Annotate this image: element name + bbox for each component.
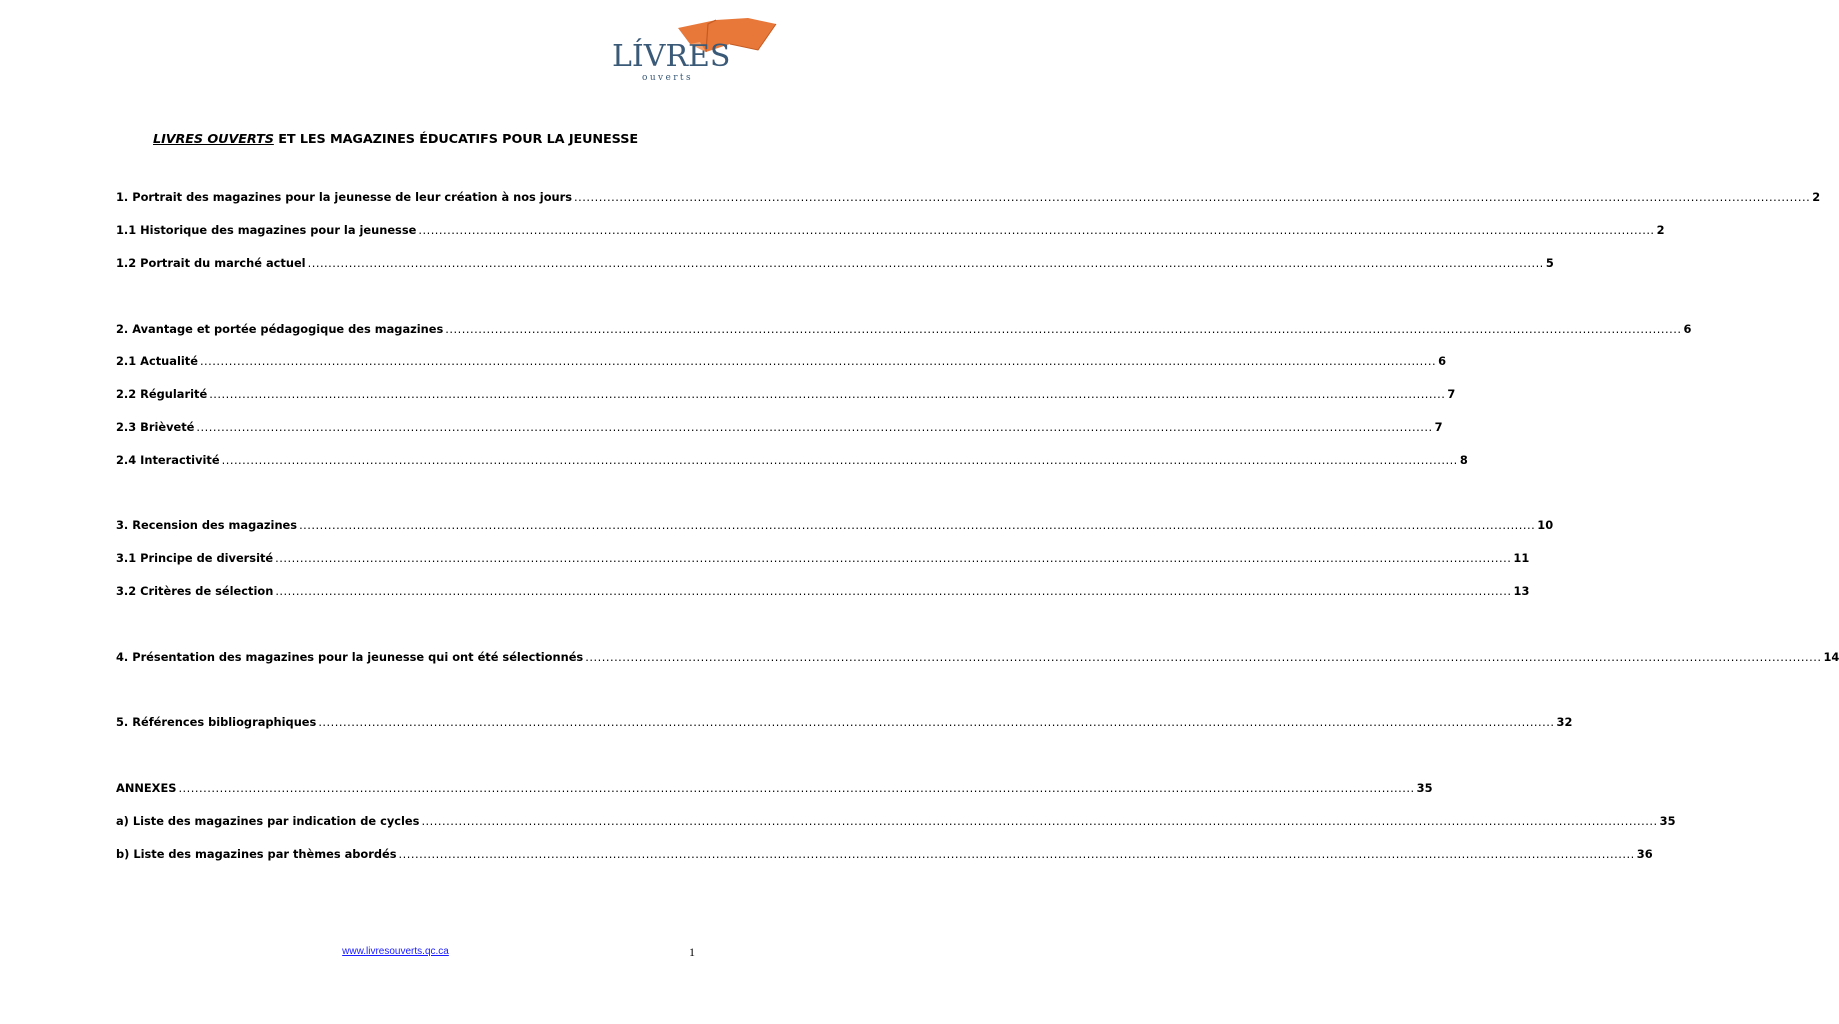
toc-leader-dots: ............................................................................................................................................................................................................................................................................................................ bbox=[221, 453, 1458, 467]
toc-entry[interactable] bbox=[116, 453, 1468, 467]
toc-entry-page: 13 bbox=[1513, 584, 1530, 598]
page-number: 1 bbox=[689, 945, 695, 959]
toc-entry-label: 2.2 Régularité bbox=[116, 387, 208, 401]
toc-entry-label: 2.4 Interactivité bbox=[116, 453, 220, 467]
toc-entry-label: 3.2 Critères de sélection bbox=[116, 584, 274, 598]
toc-entry-label: 1.1 Historique des magazines pour la jeunesse bbox=[116, 223, 417, 237]
toc-entry-label: b) Liste des magazines par thèmes abordés bbox=[116, 847, 397, 861]
toc-leader-dots: ............................................................................................................................................................................................................................................................................................................ bbox=[585, 650, 1822, 664]
title-rest: ET LES MAGAZINES ÉDUCATIFS POUR LA JEUNESSE bbox=[273, 132, 638, 147]
toc-entry-page: 35 bbox=[1416, 781, 1433, 795]
toc-entry-page: 35 bbox=[1659, 814, 1676, 828]
toc-leader-dots: ............................................................................................................................................................................................................................................................................................................ bbox=[196, 420, 1433, 434]
toc-entry-page: 2 bbox=[1656, 223, 1665, 237]
toc-leader-dots: ............................................................................................................................................................................................................................................................................................................ bbox=[299, 518, 1536, 532]
toc-entry-label: a) Liste des magazines par indication de cycles bbox=[116, 814, 420, 828]
toc-entry-page: 11 bbox=[1513, 551, 1530, 565]
toc-entry[interactable] bbox=[116, 387, 1456, 401]
toc-entry[interactable] bbox=[116, 256, 1554, 270]
toc-leader-dots: ............................................................................................................................................................................................................................................................................................................ bbox=[199, 354, 1437, 368]
toc-entry-label: 5. Références bibliographiques bbox=[116, 715, 317, 729]
livres-ouverts-logo bbox=[608, 14, 784, 84]
toc-entry-label: 4. Présentation des magazines pour la jeunesse qui ont été sélectionnés bbox=[116, 650, 584, 664]
toc-entry-page: 14 bbox=[1823, 650, 1839, 664]
document-title bbox=[0, 132, 791, 147]
toc-entry[interactable] bbox=[116, 551, 1530, 565]
toc-entry[interactable] bbox=[116, 420, 1443, 434]
toc-leader-dots: ............................................................................................................................................................................................................................................................................................................ bbox=[209, 387, 1446, 401]
toc-entry[interactable] bbox=[116, 584, 1530, 598]
toc-leader-dots: ............................................................................................................................................................................................................................................................................................................ bbox=[318, 715, 1555, 729]
logo-word-main: LÍVRES bbox=[612, 39, 731, 74]
toc-entry[interactable] bbox=[116, 814, 1676, 828]
toc-leader-dots: ............................................................................................................................................................................................................................................................................................................ bbox=[445, 322, 1682, 336]
toc-entry-page: 7 bbox=[1447, 387, 1456, 401]
toc-entry[interactable] bbox=[116, 223, 1665, 237]
toc-entry-label: 2.3 Brièveté bbox=[116, 420, 195, 434]
toc-leader-dots: ............................................................................................................................................................................................................................................................................................................ bbox=[275, 584, 1512, 598]
toc-entry[interactable] bbox=[116, 847, 1653, 861]
logo-word-sub: ouverts bbox=[642, 73, 693, 83]
toc-leader-dots: ............................................................................................................................................................................................................................................................................................................ bbox=[418, 223, 1655, 237]
toc-entry[interactable] bbox=[116, 322, 1692, 336]
toc-entry[interactable] bbox=[116, 190, 1821, 204]
toc-entry-label: ANNEXES bbox=[116, 781, 177, 795]
toc-leader-dots: ............................................................................................................................................................................................................................................................................................................ bbox=[398, 847, 1635, 861]
toc-entry-page: 36 bbox=[1636, 847, 1653, 861]
website-link[interactable]: www.livresouverts.qc.ca bbox=[342, 946, 449, 957]
toc-entry-label: 1. Portrait des magazines pour la jeunesse de leur création à nos jours bbox=[116, 190, 573, 204]
toc-entry-page: 7 bbox=[1434, 420, 1443, 434]
toc-entry-label: 1.2 Portrait du marché actuel bbox=[116, 256, 306, 270]
toc-leader-dots: ............................................................................................................................................................................................................................................................................................................ bbox=[178, 781, 1415, 795]
toc-entry[interactable] bbox=[116, 518, 1554, 532]
toc-entry-label: 3.1 Principe de diversité bbox=[116, 551, 274, 565]
toc-leader-dots: ............................................................................................................................................................................................................................................................................................................ bbox=[307, 256, 1544, 270]
toc-entry-page: 6 bbox=[1438, 354, 1447, 368]
toc-entry[interactable] bbox=[116, 650, 1839, 664]
toc-leader-dots: ............................................................................................................................................................................................................................................................................................................ bbox=[421, 814, 1658, 828]
toc-entry[interactable] bbox=[116, 715, 1573, 729]
toc-entry-page: 5 bbox=[1545, 256, 1554, 270]
toc-entry-page: 2 bbox=[1812, 190, 1821, 204]
toc-entry-page: 6 bbox=[1683, 322, 1692, 336]
toc-entry[interactable] bbox=[116, 781, 1433, 795]
toc-entry[interactable] bbox=[116, 354, 1447, 368]
toc-entry-label: 2. Avantage et portée pédagogique des magazines bbox=[116, 322, 444, 336]
toc-entry-label: 2.1 Actualité bbox=[116, 354, 198, 368]
toc-entry-page: 32 bbox=[1556, 715, 1573, 729]
toc-leader-dots: ............................................................................................................................................................................................................................................................................................................ bbox=[574, 190, 1811, 204]
toc-entry-label: 3. Recension des magazines bbox=[116, 518, 298, 532]
toc-entry-page: 10 bbox=[1537, 518, 1554, 532]
title-italic-part: LIVRES OUVERTS bbox=[153, 132, 274, 147]
toc-leader-dots: ............................................................................................................................................................................................................................................................................................................ bbox=[275, 551, 1512, 565]
toc-entry-page: 8 bbox=[1459, 453, 1468, 467]
